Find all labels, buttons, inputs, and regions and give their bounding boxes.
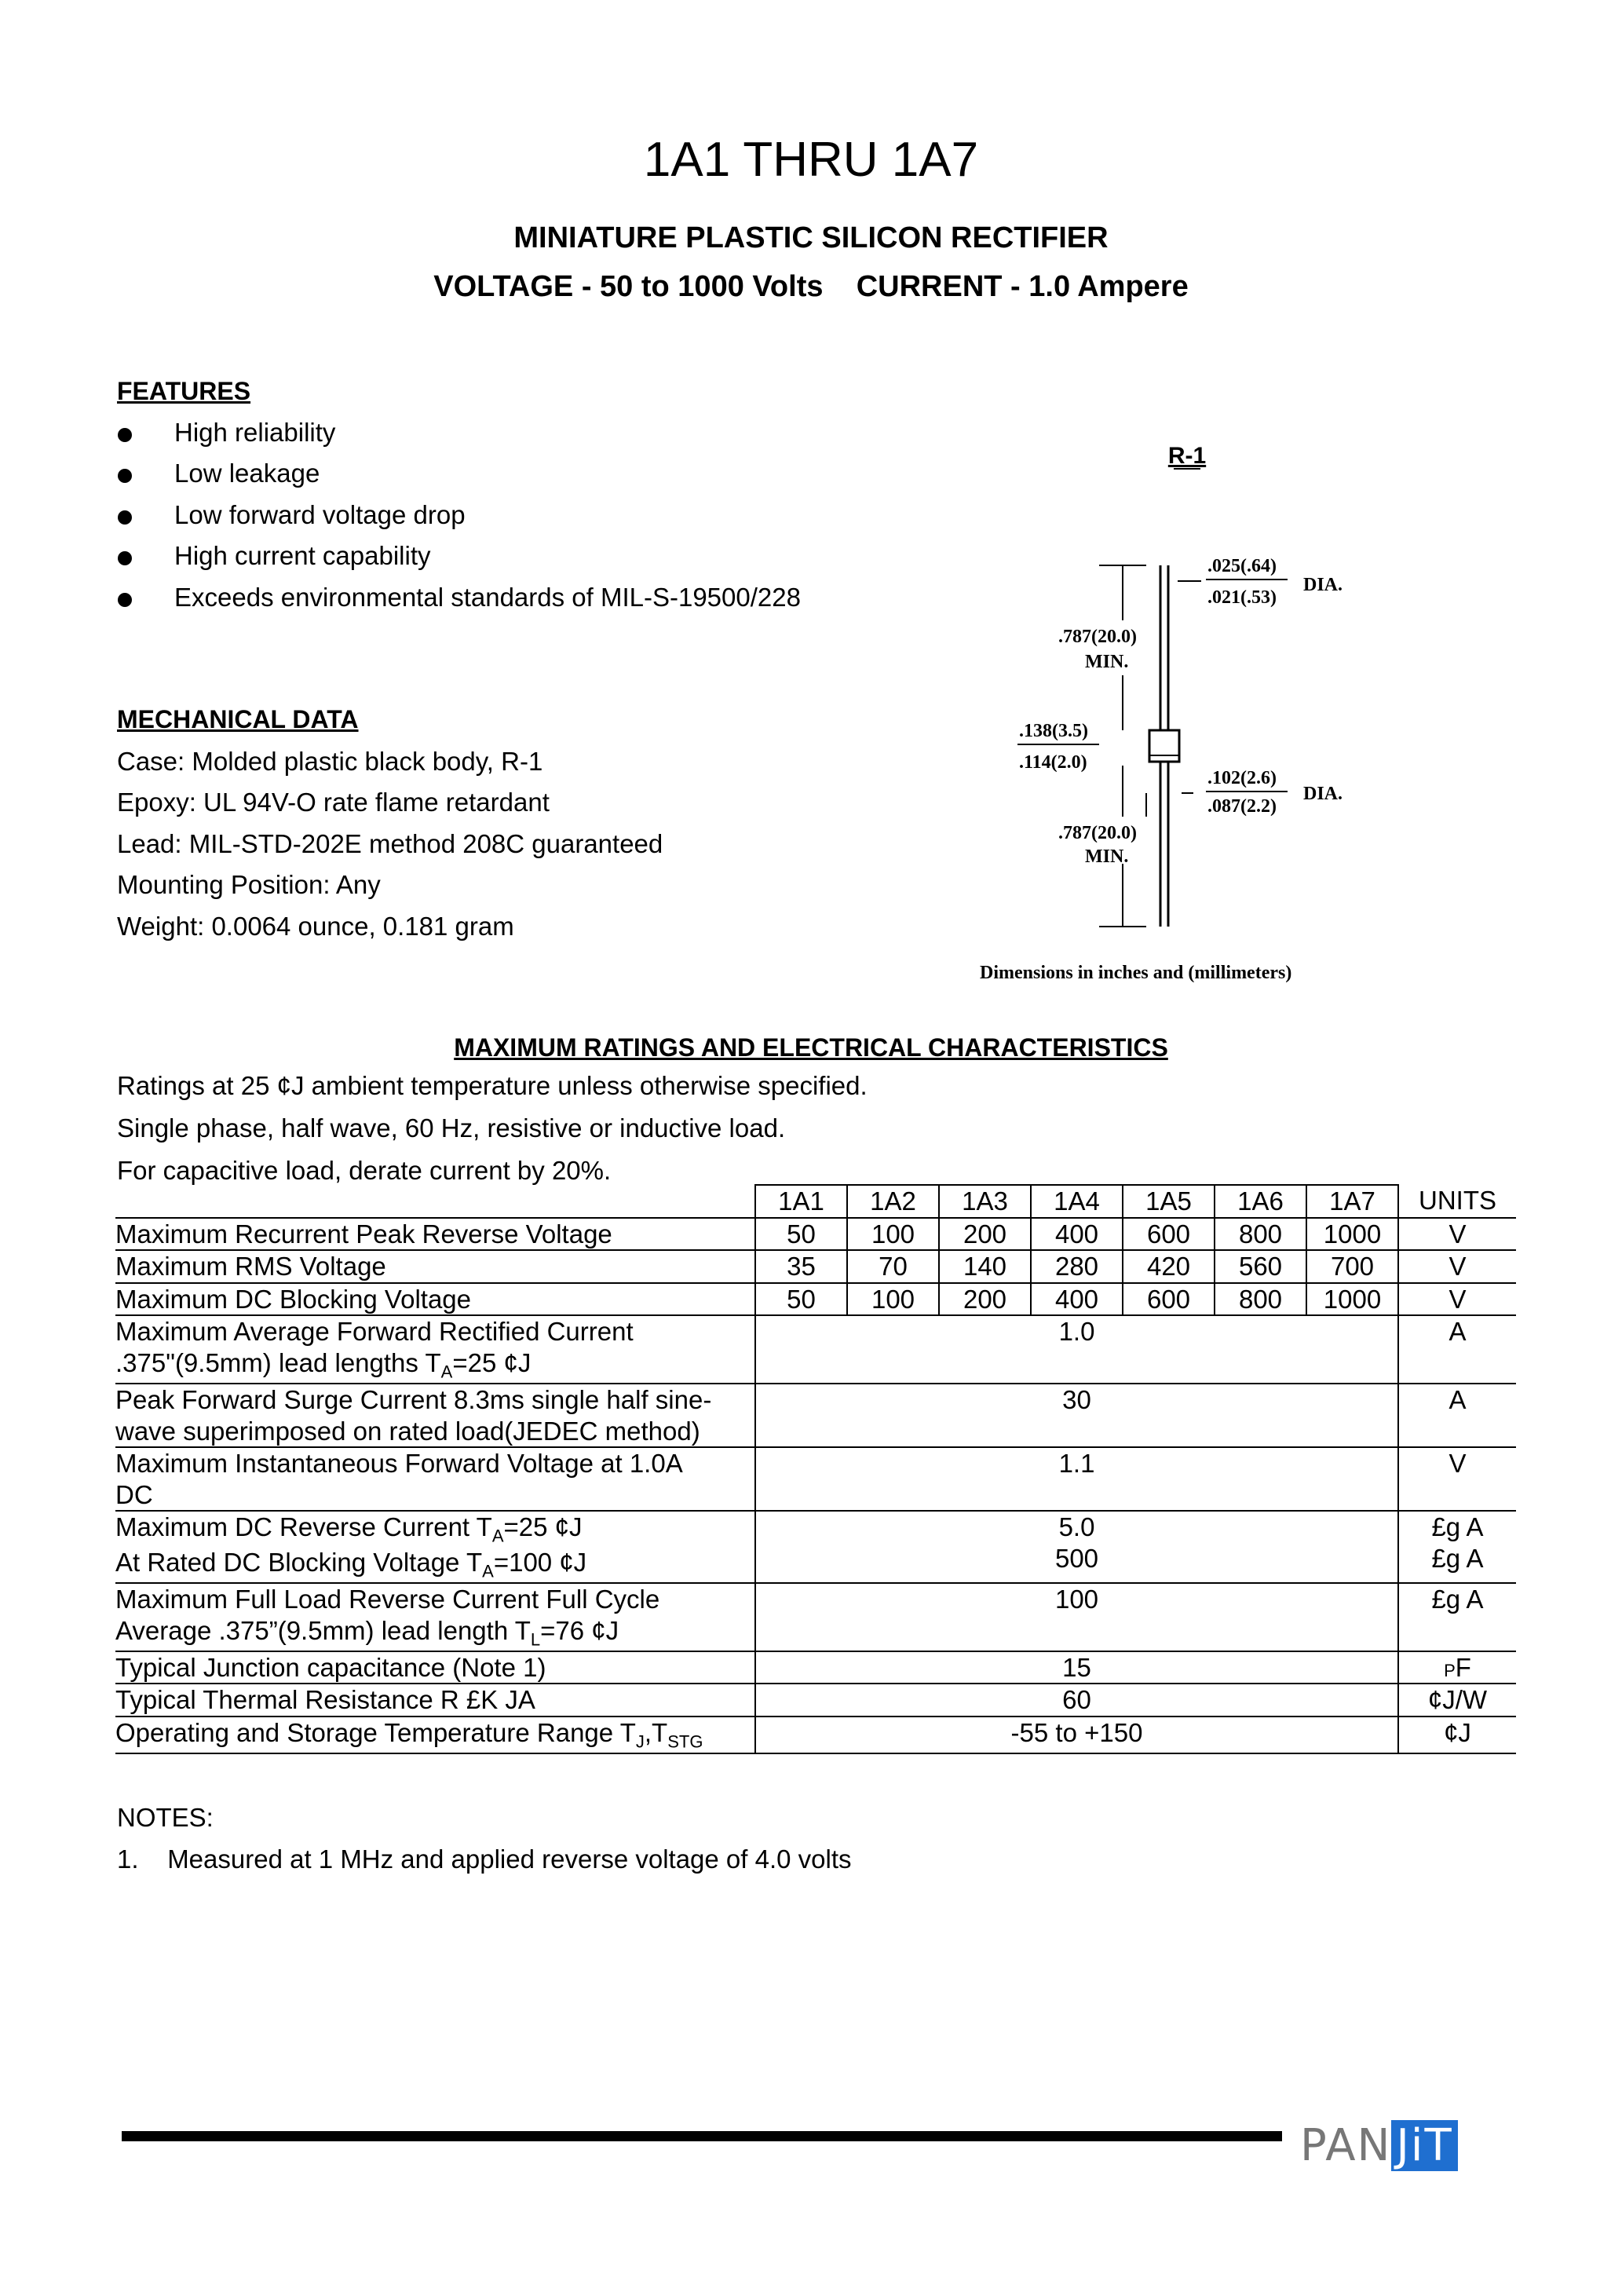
column-header: 1A7 [1306,1185,1398,1218]
note-item: 1. Measured at 1 MHz and applied reverse voltage of 4.0 volts [117,1844,852,1874]
column-header: 1A3 [939,1185,1031,1218]
column-header: 1A2 [847,1185,939,1218]
feature-item: High reliability [0,418,942,449]
body-length-bottom-label: .114(2.0) [1019,752,1087,773]
diagram-caption: Dimensions in inches and (millimeters) [980,963,1292,983]
table-row: Typical Thermal Resistance R £K JA 60 ¢J/W [115,1684,1516,1717]
table-row: Maximum Average Forward Rectified Current .375"(9.5mm) lead lengths $T_A=25$ ¢J 1.0 A [115,1315,1516,1384]
r1-package-diagram [974,440,1413,1005]
mechanical-heading: MECHANICAL DATA [117,705,359,733]
table-row: Maximum Full Load Reverse Current Full Cycle Average .375”(9.5mm) lead length $T_L=76$ ¢J 100 £g A [115,1583,1516,1651]
features-heading: FEATURES [117,377,251,405]
feature-item: Exceeds environmental standards of MIL-S-19500/228 [0,583,942,614]
table-row: Peak Forward Surge Current 8.3ms single half sine- wave superimposed on rated load(JEDEC method) 30 A [115,1384,1516,1447]
bullet-icon [118,593,132,607]
footer-divider [122,2131,1282,2141]
mechanical-line: Epoxy: UL 94V-O rate flame retardant [117,788,550,817]
product-subtitle: MINIATURE PLASTIC SILICON RECTIFIER [513,221,1109,254]
table-row: Typical Junction capacitance (Note 1) 15 PF [115,1651,1516,1684]
column-header: 1A4 [1031,1185,1123,1218]
voltage-rating: VOLTAGE - 50 to 1000 Volts [433,270,824,303]
body-length-top-label: .138(3.5) [1019,721,1088,741]
lead-length-min-label: MIN. [1085,652,1129,672]
bullet-icon [118,469,132,483]
notes-heading: NOTES: [117,1803,214,1832]
mechanical-line: Weight: 0.0064 ounce, 0.181 gram [117,912,514,941]
table-row: Operating and Storage Temperature Range $T_J,T_{STG}$ -55 to +150 ¢J [115,1717,1516,1753]
mechanical-line: Case: Molded plastic black body, R-1 [117,747,543,776]
body-dia-suffix: DIA. [1303,784,1343,804]
feature-item: Low forward voltage drop [0,500,942,532]
current-rating: CURRENT - 1.0 Ampere [856,270,1189,303]
table-row: Maximum DC Blocking Voltage 50 100 200 400 600 800 1000 V [115,1283,1516,1316]
ratings-note: For capacitive load, derate current by 20%. [117,1156,612,1185]
table-row: Maximum RMS Voltage 35 70 140 280 420 560 700 V [115,1250,1516,1283]
table-header-row [115,1185,1516,1218]
lead-dia-bottom-label: .021(.53) [1207,587,1277,608]
lead-length-label-2: .787(20.0) [1058,823,1137,843]
table-row: Maximum Instantaneous Forward Voltage at 1.0A DC 1.1 V [115,1447,1516,1511]
bullet-icon [118,510,132,525]
lead-dia-suffix: DIA. [1303,575,1343,595]
bullet-icon [118,551,132,565]
panjit-logo: PAN JiT [1300,2120,1458,2166]
mechanical-line: Lead: MIL-STD-202E method 208C guaranteed [117,829,663,858]
voltage-current-line [0,270,1622,304]
feature-item: Low leakage [0,459,942,490]
ratings-note: Single phase, half wave, 60 Hz, resistive or inductive load. [117,1113,786,1143]
table-row: Maximum DC Reverse Current $T_A=25$ ¢J At Rated DC Blocking Voltage $T_A=100$ ¢J 5.0 500 £g A £g A [115,1511,1516,1583]
lead-length-min-label-2: MIN. [1085,846,1129,867]
package-label: R-1 [1167,443,1207,469]
column-header: 1A1 [755,1185,847,1218]
body-dia-bottom-label: .087(2.2) [1207,796,1277,817]
column-header-units: UNITS [1398,1185,1516,1218]
lead-dia-top-label: .025(.64) [1207,556,1277,576]
column-header: 1A5 [1123,1185,1215,1218]
ratings-note: Ratings at 25 ¢J ambient temperature unless otherwise specified. [117,1071,868,1100]
table-row: Maximum Recurrent Peak Reverse Voltage 50 100 200 400 600 800 1000 V [115,1218,1516,1251]
page-title: 1A1 THRU 1A7 [643,133,979,187]
mechanical-line: Mounting Position: Any [117,870,381,899]
column-header: 1A6 [1215,1185,1306,1218]
ratings-heading: MAXIMUM RATINGS AND ELECTRICAL CHARACTERISTICS [454,1033,1168,1062]
lead-length-label: .787(20.0) [1058,627,1137,647]
bullet-icon [118,428,132,442]
body-dia-top-label: .102(2.6) [1207,768,1277,788]
feature-item: High current capability [0,541,942,572]
ratings-table [115,1184,1516,1754]
